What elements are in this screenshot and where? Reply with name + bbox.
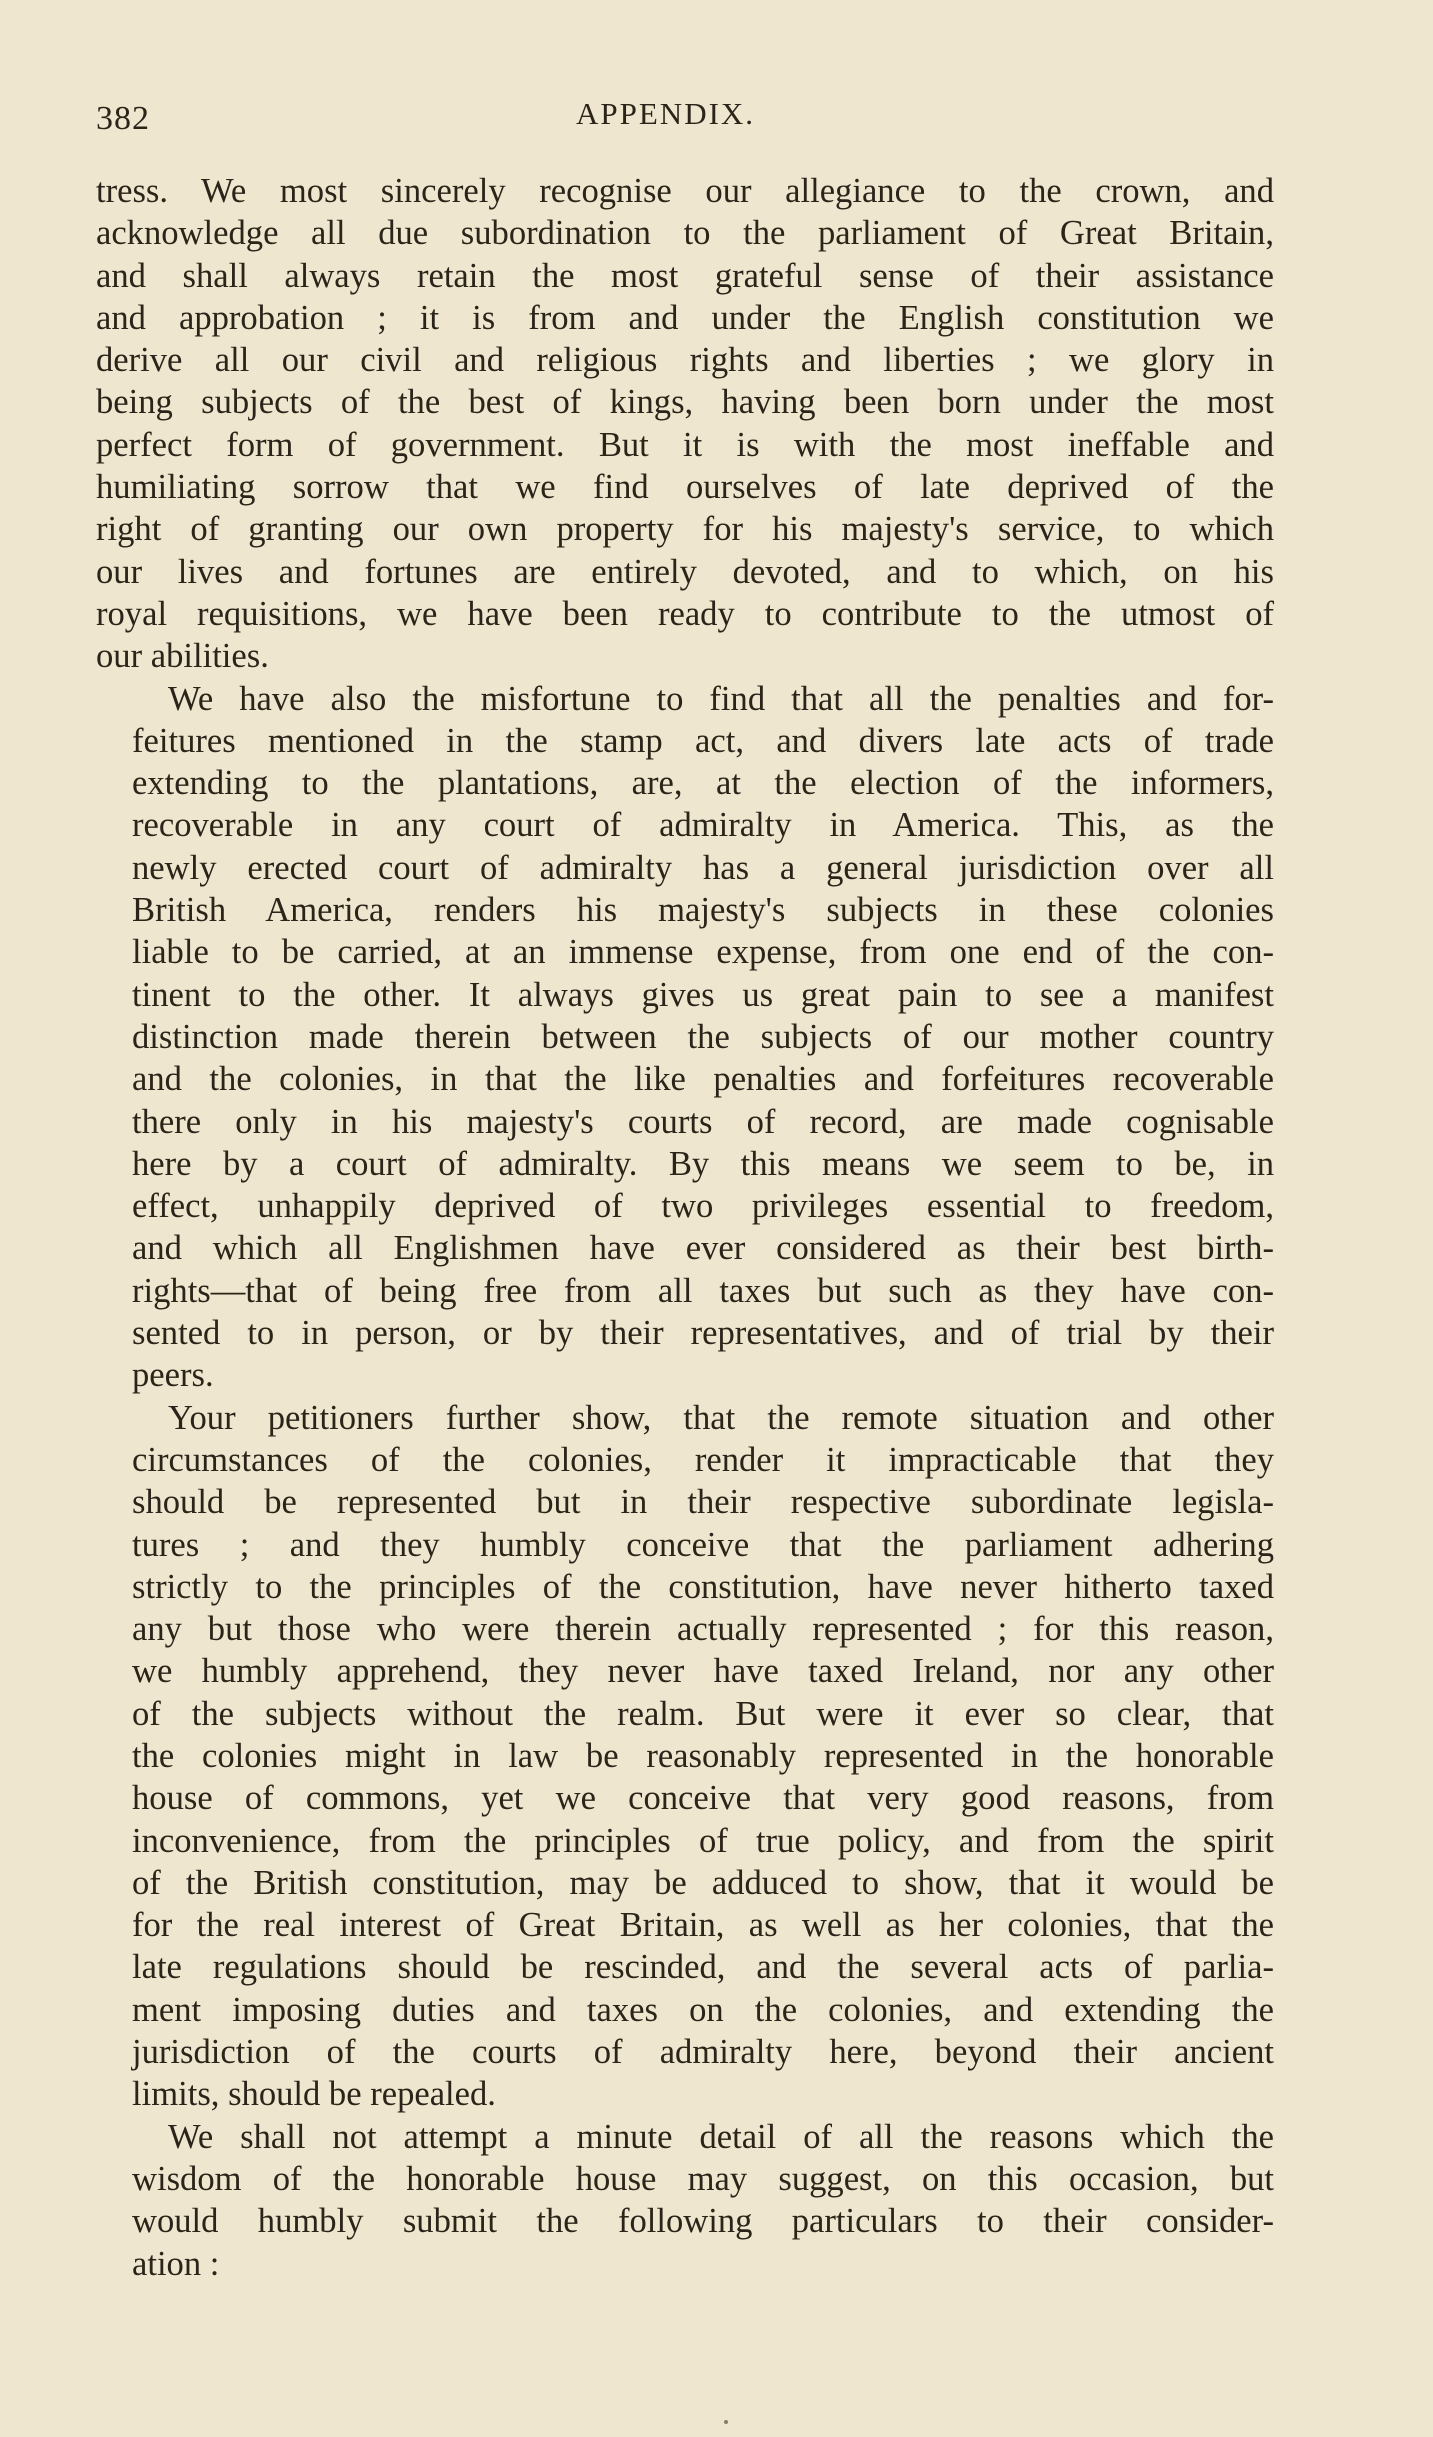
paragraph-2 [96,678,1274,1397]
text-line: strictly to the principles of the constitution, have never hitherto taxed [132,1567,1274,1606]
text-line: there only in his majesty's courts of record, are made cognisable [132,1102,1274,1141]
text-line: peers. [132,1356,214,1395]
text-line: British America, renders his majesty's subjects in these colonies [132,891,1274,930]
text-line: Your petitioners further show, that the remote situation and other [168,1398,1274,1437]
text-line: right of granting our own property for his majesty's service, to which [96,510,1274,549]
text-line: recoverable in any court of admiralty in America. This, as the [132,806,1274,845]
text-line: extending to the plantations, are, at the election of the informers, [132,764,1274,803]
page-header [96,92,1276,142]
text-line: tinent to the other. It always gives us great pain to see a manifest [132,975,1274,1014]
text-line: feitures mentioned in the stamp act, and divers late acts of trade [132,721,1274,760]
text-line: here by a court of admiralty. By this means we seem to be, in [132,1144,1274,1183]
text-line: circumstances of the colonies, render it impracticable that they [132,1440,1274,1479]
text-line: of the British constitution, may be adduced to show, that it would be [132,1863,1274,1902]
text-line: limits, should be repealed. [132,2075,496,2114]
text-line: rights—that of being free from all taxes but such as they have con- [132,1271,1274,1310]
text-line: inconvenience, from the principles of true policy, and from the spirit [132,1821,1274,1860]
text-line: our abilities. [96,637,269,676]
text-line: liable to be carried, at an immense expense, from one end of the con- [132,933,1274,972]
text-line: house of commons, yet we conceive that very good reasons, from [132,1779,1274,1818]
text-line: our lives and fortunes are entirely devoted, and to which, on his [96,552,1274,591]
page-number: 382 [96,100,150,137]
text-line: ment imposing duties and taxes on the colonies, and extending the [132,1990,1274,2029]
text-line: and shall always retain the most grateful sense of their assistance [96,256,1274,295]
paper-speck [724,2420,728,2424]
text-line: any but those who were therein actually represented ; for this reason, [132,1610,1274,1649]
text-line: humiliating sorrow that we find ourselves of late deprived of the [96,468,1274,507]
text-line: derive all our civil and religious rights and liberties ; we glory in [96,341,1274,380]
text-line: late regulations should be rescinded, and the several acts of parlia- [132,1948,1274,1987]
text-line: would humbly submit the following particulars to their consider- [132,2202,1274,2241]
text-line: effect, unhappily deprived of two privileges essential to freedom, [132,1187,1274,1226]
text-line: we humbly apprehend, they never have taxed Ireland, nor any other [132,1652,1274,1691]
running-head: APPENDIX. [576,96,756,131]
text-line: wisdom of the honorable house may suggest, on this occasion, but [132,2159,1274,2198]
text-line: of the subjects without the realm. But were it ever so clear, that [132,1694,1274,1733]
text-line: and the colonies, in that the like penalties and forfeitures recoverable [132,1060,1274,1099]
text-line: the colonies might in law be reasonably represented in the honorable [132,1736,1274,1775]
text-line: jurisdiction of the courts of admiralty here, beyond their ancient [132,2033,1274,2072]
text-line: and approbation ; it is from and under the English constitution we [96,298,1274,337]
text-line: tures ; and they humbly conceive that the parliament adhering [132,1525,1274,1564]
text-line: and which all Englishmen have ever considered as their best birth- [132,1229,1274,1268]
body-text [96,170,1274,2285]
text-line: should be represented but in their respective subordinate legisla- [132,1483,1274,1522]
paragraph-1 [96,170,1274,678]
text-line: ation : [132,2244,220,2283]
text-line: We have also the misfortune to find that all the penalties and for- [168,679,1274,718]
text-line: tress. We most sincerely recognise our allegiance to the crown, and [96,172,1274,210]
text-line: being subjects of the best of kings, having been born under the most [96,383,1274,422]
text-line: perfect form of government. But it is with the most ineffable and [96,425,1274,464]
paragraph-4 [96,2116,1274,2285]
text-line: newly erected court of admiralty has a general jurisdiction over all [132,848,1274,887]
paragraph-3 [96,1397,1274,2116]
text-line: sented to in person, or by their representatives, and of trial by their [132,1314,1274,1353]
text-line: distinction made therein between the subjects of our mother country [132,1017,1274,1056]
text-line: We shall not attempt a minute detail of all the reasons which the [168,2117,1274,2156]
text-line: acknowledge all due subordination to the parliament of Great Britain, [96,214,1274,253]
text-line: royal requisitions, we have been ready to contribute to the utmost of [96,594,1274,633]
text-line: for the real interest of Great Britain, as well as her colonies, that the [132,1906,1274,1945]
